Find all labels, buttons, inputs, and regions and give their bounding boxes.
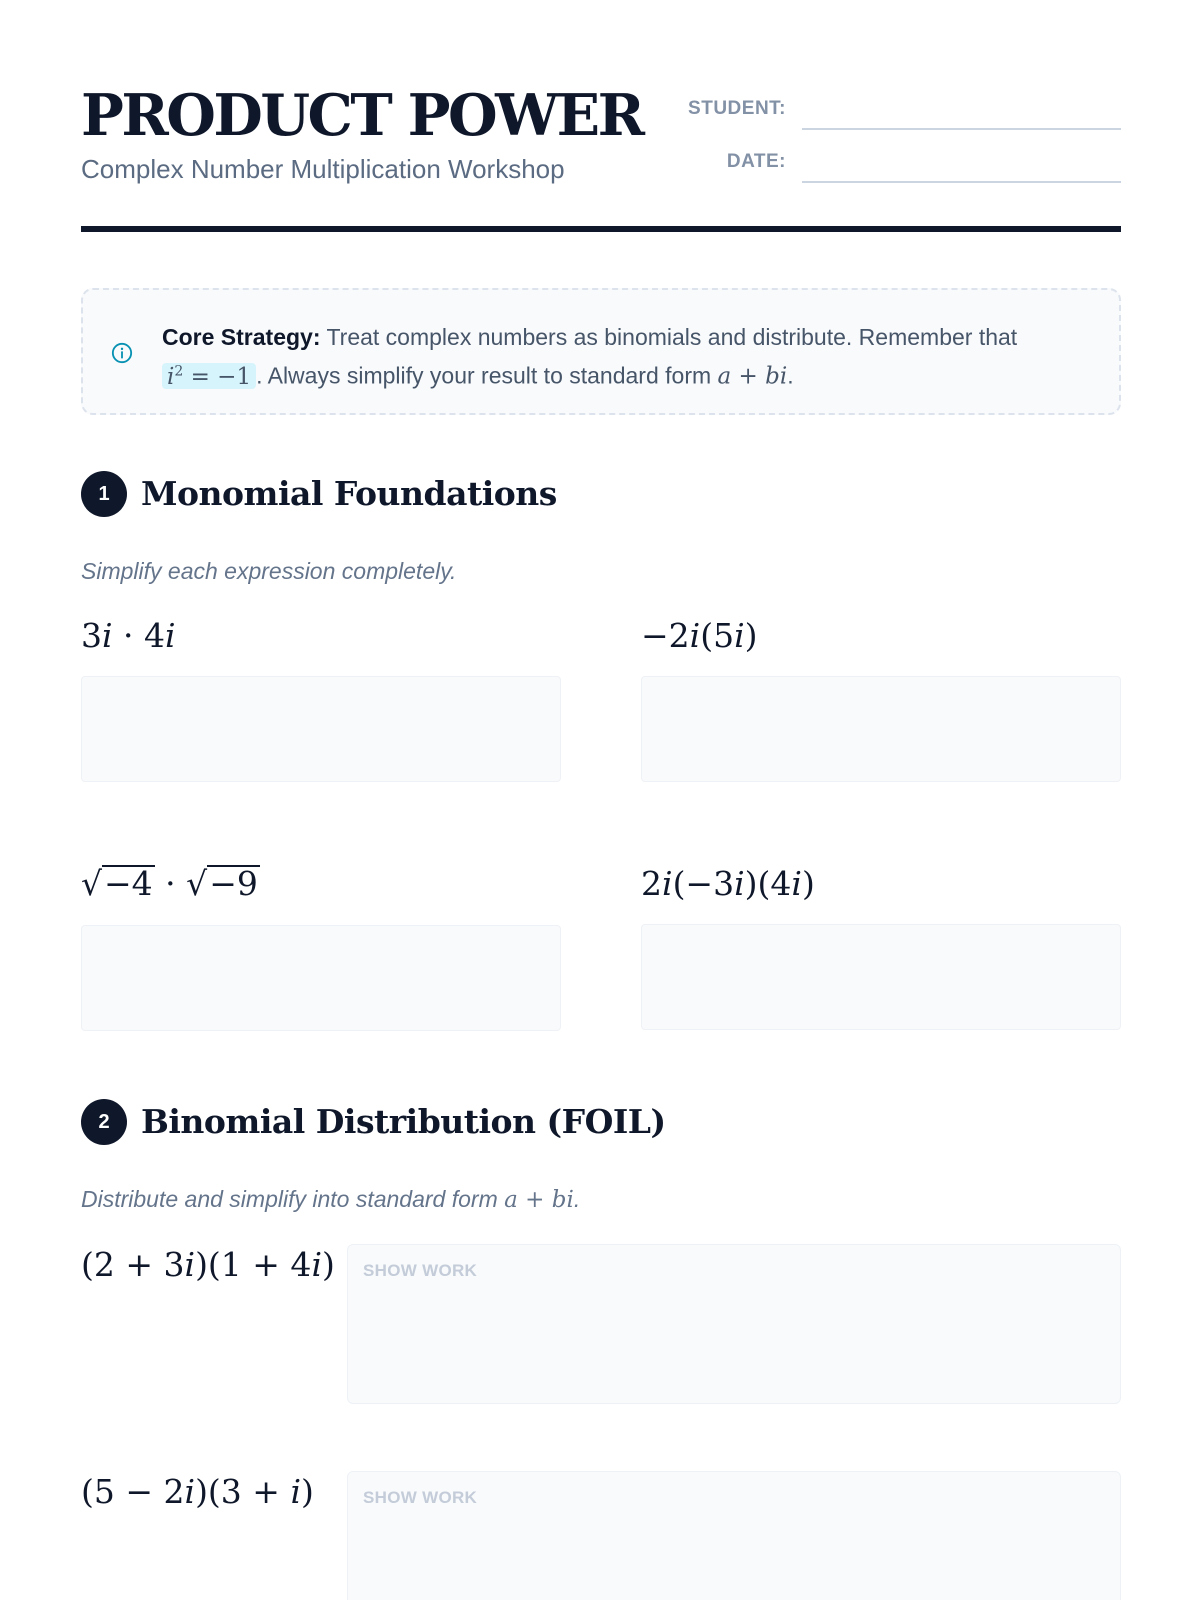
core-strategy-callout (81, 288, 1121, 415)
section-2-title: Binomial Distribution (FOIL) (141, 1102, 666, 1141)
show-work-label: SHOW WORK (363, 1488, 478, 1507)
problem-1d: 2i(−3i)(4i) (641, 864, 815, 903)
answer-box-1b[interactable] (641, 676, 1121, 782)
answer-box-1c[interactable] (81, 925, 561, 1031)
worksheet-subtitle: Complex Number Multiplication Workshop (81, 154, 565, 184)
student-label: STUDENT: (688, 98, 786, 119)
callout-text-1: Treat complex numbers as binomials and distribute. Remember that (320, 324, 1018, 350)
show-work-label: SHOW WORK (363, 1261, 478, 1280)
problem-1c: √−4 · √−9 (81, 864, 258, 903)
worksheet-title: PRODUCT POWER (81, 82, 643, 149)
answer-box-1a[interactable] (81, 676, 561, 782)
date-label: DATE: (726, 151, 786, 172)
worksheet-header (81, 84, 1121, 234)
callout-text: Core Strategy: Treat complex numbers as binomials and distribute. Remember that $i^2 = -1$ . Always simplify your result to standard form a + bi. (162, 324, 1018, 390)
answer-box-1d[interactable] (641, 924, 1121, 1030)
date-field[interactable] (682, 143, 1121, 183)
section-2-instruction: Distribute and simplify into standard form a + bi. (81, 1186, 581, 1213)
student-name-line[interactable] (802, 128, 1121, 130)
section-1-instruction: Simplify each expression completely. (81, 558, 457, 584)
problem-2a: (2 + 3i)(1 + 4i) (81, 1245, 335, 1284)
callout-lead: Core Strategy: (162, 324, 321, 350)
student-field[interactable] (682, 90, 1121, 130)
problem-1b: −2i(5i) (641, 616, 758, 655)
section-1-badge: 1 (81, 471, 127, 517)
i-squared-highlight: $i^2 = -1$ (162, 363, 256, 389)
work-box-2b[interactable] (347, 1471, 1121, 1600)
info-circle-icon (111, 342, 133, 364)
header-divider (81, 226, 1121, 232)
callout-text-2: . Always simplify your result to standard form (256, 362, 718, 389)
work-box-2a[interactable] (347, 1244, 1121, 1404)
date-line[interactable] (802, 181, 1121, 183)
section-1-title: Monomial Foundations (141, 474, 557, 513)
problem-1a: 3i · 4i (81, 616, 176, 655)
section-2-badge: 2 (81, 1099, 127, 1145)
problem-2b: (5 − 2i)(3 + i) (81, 1472, 314, 1511)
